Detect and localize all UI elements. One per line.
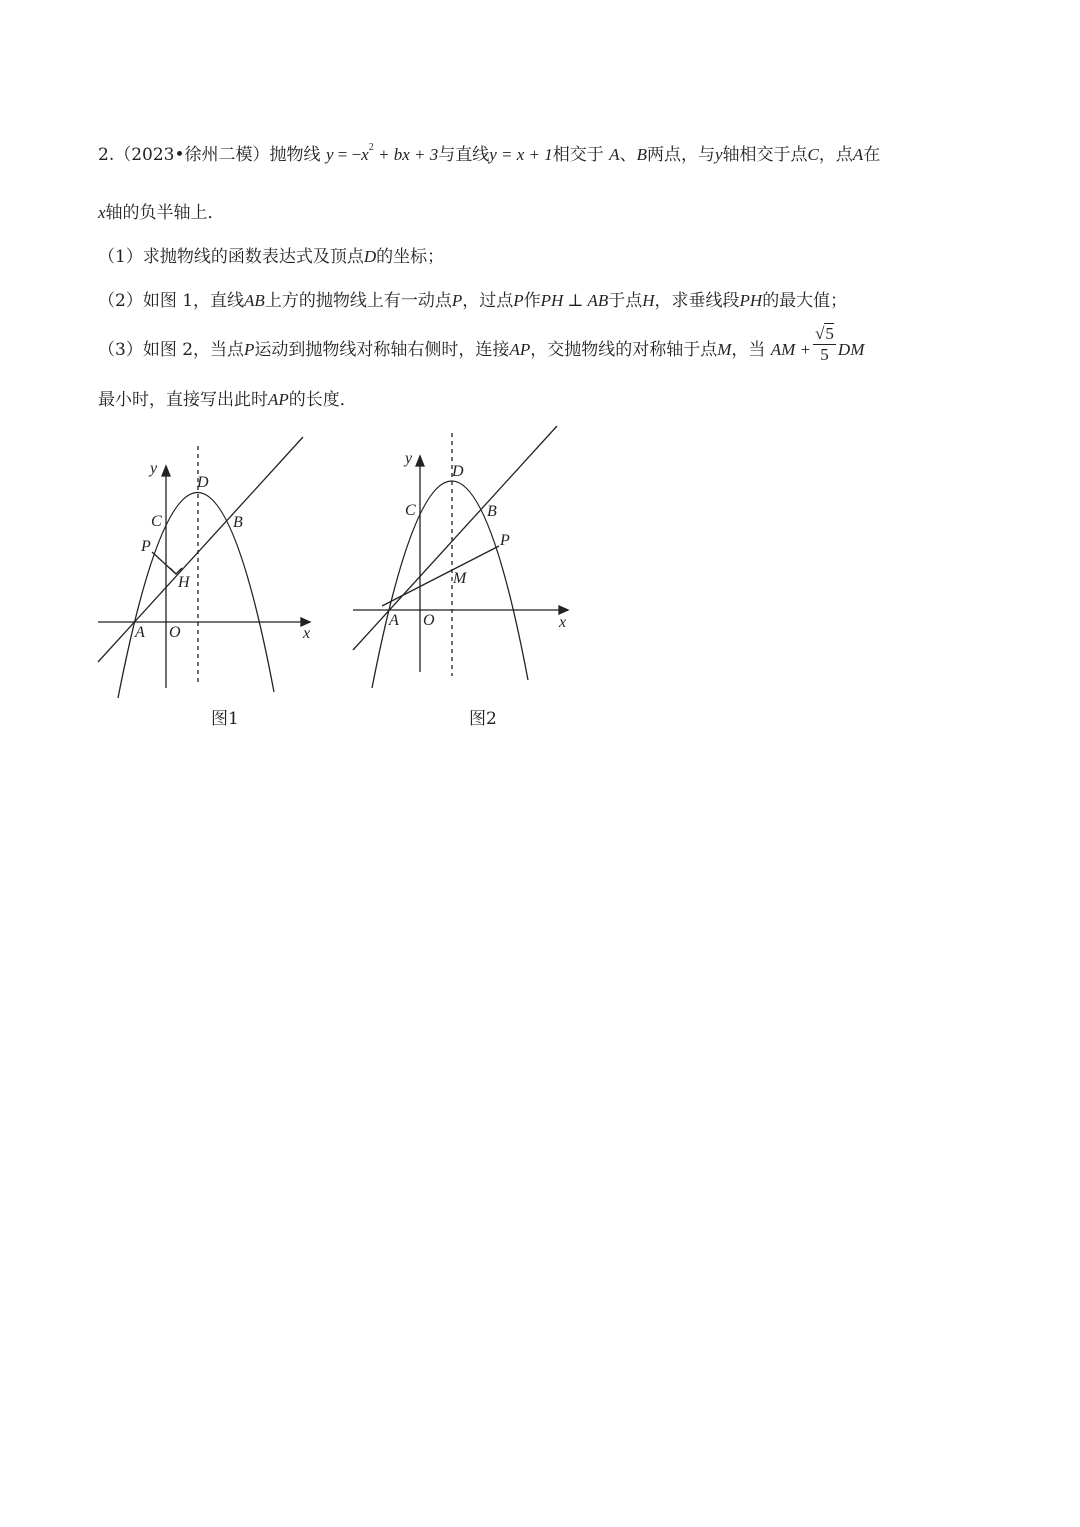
fig2-label-b: B	[487, 503, 497, 520]
text-segment: 于点	[608, 291, 643, 311]
equation-parabola-eq: = −	[333, 145, 362, 164]
fig2-label-x: x	[559, 614, 567, 631]
text-segment: 与直线	[438, 145, 490, 165]
fig2-label-a: A	[389, 612, 399, 629]
fig1-label-d: D	[197, 474, 209, 491]
point-label: M	[717, 340, 732, 359]
point-label: P	[451, 291, 463, 310]
fig1-label-o: O	[169, 624, 181, 641]
expression-am: AM +	[770, 340, 812, 359]
variable-label: x	[98, 203, 106, 222]
text-segment: 轴的负半轴上．	[105, 203, 225, 223]
fig1-label-x: x	[303, 625, 311, 642]
point-label: A	[609, 145, 620, 164]
point-label: H	[642, 291, 655, 310]
problem-source: （2023•徐州二模）	[114, 145, 270, 165]
fig2-label-y: y	[405, 450, 413, 467]
fig1-label-b: B	[233, 514, 243, 531]
equation-parabola-exponent: 2	[368, 142, 374, 154]
point-label: A	[852, 145, 864, 164]
fig1-label-y: y	[150, 460, 158, 477]
equation-parabola-y: y	[325, 145, 334, 164]
text-segment: 在	[863, 145, 881, 165]
text-segment: ，求垂线段	[654, 291, 740, 311]
text-segment: 两点，与	[646, 145, 715, 165]
segment-ap	[382, 546, 499, 606]
point-label: D	[363, 247, 377, 266]
parabola	[372, 481, 528, 688]
segment-label: AB	[244, 291, 265, 310]
figure-1-caption: 图1	[211, 709, 239, 729]
segment-label: AP	[268, 390, 289, 409]
text-segment: ，过点	[462, 291, 514, 311]
text-segment: 相交于	[552, 145, 604, 165]
point-label: B	[636, 145, 647, 164]
point-label: P	[513, 291, 524, 310]
variable-label: y	[714, 145, 723, 164]
sqrt-radicand: 5	[825, 324, 834, 343]
fig1-label-h: H	[178, 574, 190, 591]
y-axis-arrow	[416, 456, 424, 466]
text-segment: 、	[619, 145, 637, 165]
problem-number: 2.	[98, 145, 115, 165]
text-segment: ，交抛物线的对称轴于点	[530, 340, 718, 360]
text-segment: 上方的抛物线上有一动点	[264, 291, 452, 311]
line-ab	[353, 426, 557, 650]
text-segment: 抛物线	[269, 145, 321, 165]
text-segment: （2）如图 1，直线	[98, 291, 245, 311]
fig1-label-c: C	[151, 513, 162, 530]
text-segment: 作	[523, 291, 541, 311]
segment-label: DM	[837, 340, 865, 359]
equation-line: y = x + 1	[489, 145, 553, 164]
text-segment: 最小时，直接写出此时	[98, 390, 268, 410]
text-segment: （1）求抛物线的函数表达式及顶点	[98, 247, 364, 267]
fig2-label-m: M	[453, 570, 467, 587]
text-segment: （3）如图 2，当点	[98, 340, 245, 360]
point-label: P	[244, 340, 255, 359]
equation-parabola-rest: + bx + 3	[373, 145, 439, 164]
fraction-sqrt5-over-5	[813, 324, 836, 365]
segment-label: AP	[509, 340, 531, 359]
text-segment: 的长度．	[288, 390, 357, 410]
text-segment: ，点	[818, 145, 853, 165]
text-segment: ，当	[731, 340, 766, 360]
fig1-label-p: P	[141, 538, 151, 555]
fig1-label-a: A	[135, 624, 145, 641]
figure-2	[0, 0, 600, 760]
text-segment: 的最大值；	[762, 291, 848, 311]
fig2-label-d: D	[452, 463, 464, 480]
perpendicular-condition: PH ⊥ AB	[540, 291, 609, 310]
x-axis-arrow	[559, 606, 568, 614]
text-segment: 轴相交于点	[722, 145, 808, 165]
fraction-denominator: 5	[820, 345, 829, 364]
fig2-label-o: O	[423, 612, 435, 629]
segment-label: PH	[739, 291, 763, 310]
equation-parabola-x: x	[361, 145, 369, 164]
point-label: C	[807, 145, 819, 164]
fig2-label-c: C	[405, 502, 416, 519]
fig2-label-p: P	[500, 532, 510, 549]
text-segment: 的坐标；	[376, 247, 445, 267]
text-segment: 运动到抛物线对称轴右侧时，连接	[254, 340, 510, 360]
fraction-numerator: √5	[815, 324, 834, 343]
figure-2-caption: 图2	[469, 709, 497, 729]
